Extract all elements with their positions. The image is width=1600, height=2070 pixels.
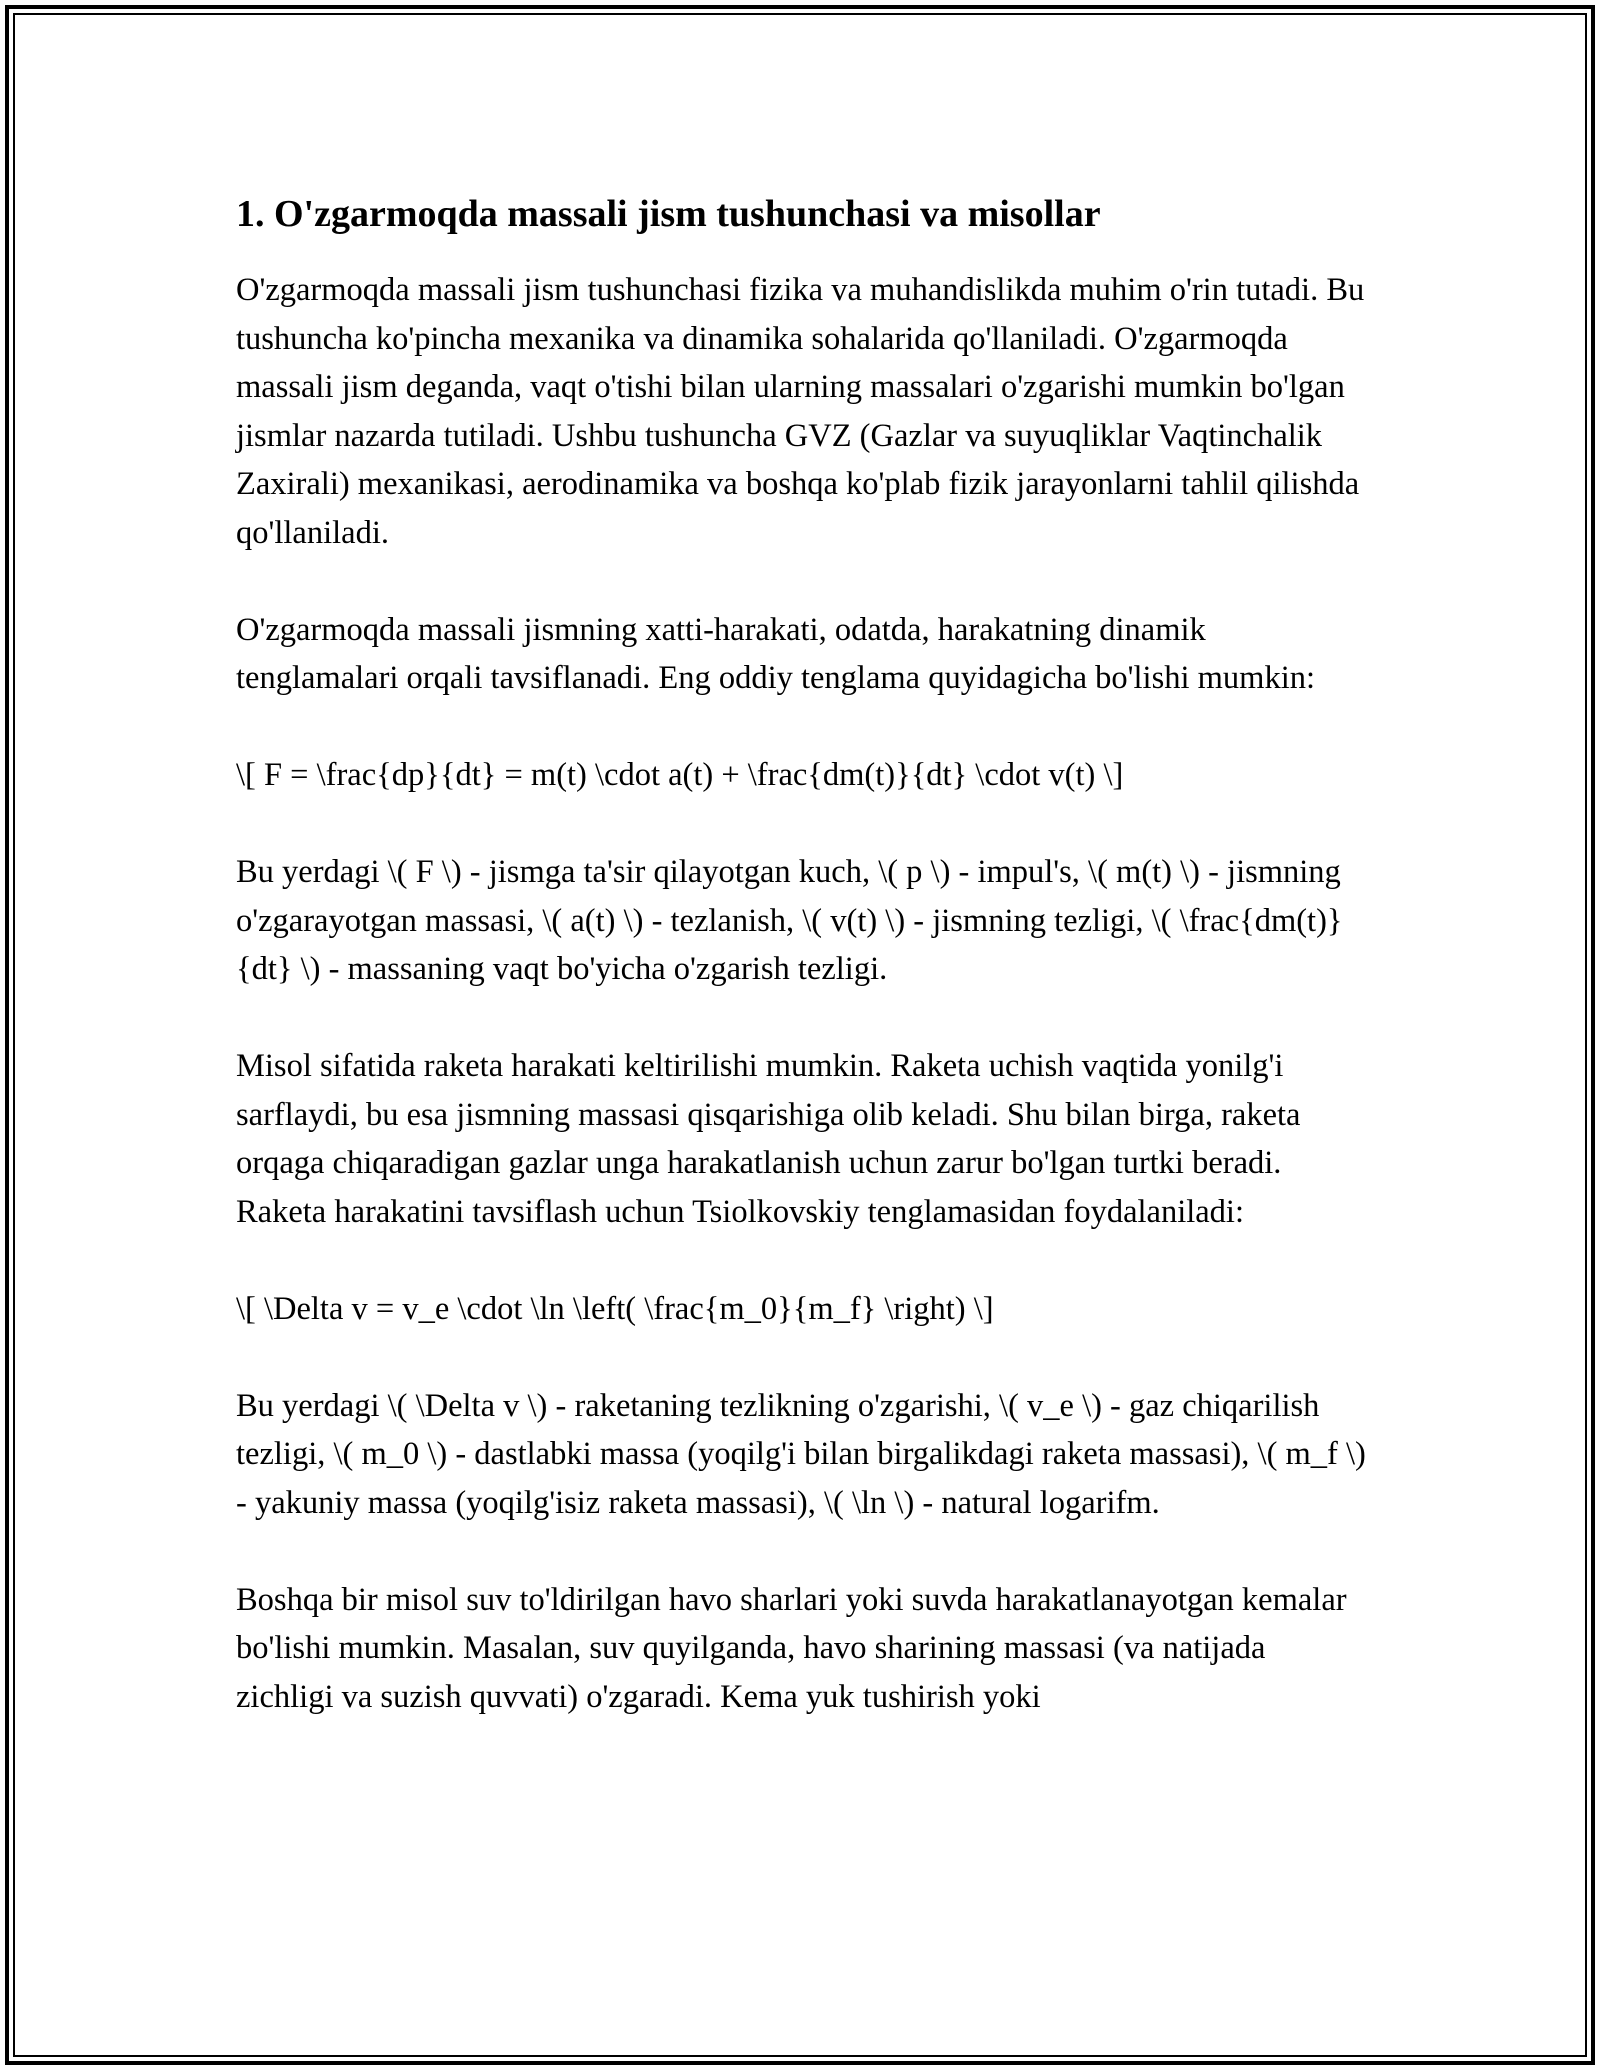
paragraph-rocket-example: Misol sifatida raketa harakati keltirilishi mumkin. Raketa uchish vaqtida yonilg'i sarflaydi, bu esa jismning massasi qisqarishiga olib keladi. Shu bilan birga, raketa orqaga chiqaradigan gazlar unga harakatlanish uchun zarur bo'lgan turtki beradi. Raketa harakatini tavsiflash uchun Tsiolkovskiy tenglamasidan foydalaniladi: [236, 1048, 1301, 1230]
equation-tsiolkovsky: \[ \Delta v = v_e \cdot \ln \left( \frac{m_0}{m_f} \right) \] [236, 1290, 994, 1327]
paragraph-rocket-terms: Bu yerdagi \( \Delta v \) - raketaning tezlikning o'zgarishi, \( v_e \) - gaz chiqarilish tezligi, \( m_0 \) - dastlabki massa (yoqilg'i bilan birgalikdagi raketa massasi), \( m_f \) - yakuniy massa (yoqilg'isiz raketa massasi), \( \ln \) - natural logarifm. [236, 1387, 1366, 1521]
document-body [236, 186, 1366, 1770]
equation-force: \[ F = \frac{dp}{dt} = m(t) \cdot a(t) + \frac{dm(t)}{dt} \cdot v(t) \] [236, 757, 1124, 793]
paragraph-dynamics: O'zgarmoqda massali jismning xatti-harakati, odatda, harakatning dinamik tenglamalari orqali tavsiflanadi. Eng oddiy tenglama quyidagicha bo'lishi mumkin: [236, 611, 1316, 696]
section-heading: 1. O'zgarmoqda massali jism tushunchasi va misollar [236, 193, 1101, 235]
paragraph-intro: O'zgarmoqda massali jism tushunchasi fizika va muhandislikda muhim o'rin tutadi. Bu tushuncha ko'pincha mexanika va dinamika sohalarida qo'llaniladi. O'zgarmoqda massali jism deganda, vaqt o'tishi bilan ularning massalari o'zgarishi mumkin bo'lgan jismlar nazarda tutiladi. Ushbu tushuncha GVZ (Gazlar va suyuqliklar Vaqtinchalik Zaxirali) mexanikasi, aerodinamika va boshqa ko'plab fizik jarayonlarni tahlil qilishda qo'llaniladi. [236, 272, 1365, 551]
paragraph-force-terms: Bu yerdagi \( F \) - jismga ta'sir qilayotgan kuch, \( p \) - impul's, \( m(t) \) - jismning o'zgarayotgan massasi, \( a(t) \) - tezlanish, \( v(t) \) - jismning tezligi, \( \frac{dm(t)}{dt} \) - massaning vaqt bo'yicha o'zgarish tezligi. [236, 854, 1343, 987]
paragraph-other-example: Boshqa bir misol suv to'ldirilgan havo sharlari yoki suvda harakatlanayotgan kemalar bo'lishi mumkin. Masalan, suv quyilganda, havo sharining massasi (va natijada zichligi va suzish quvvati) o'zgaradi. Kema yuk tushirish yoki [236, 1581, 1347, 1715]
